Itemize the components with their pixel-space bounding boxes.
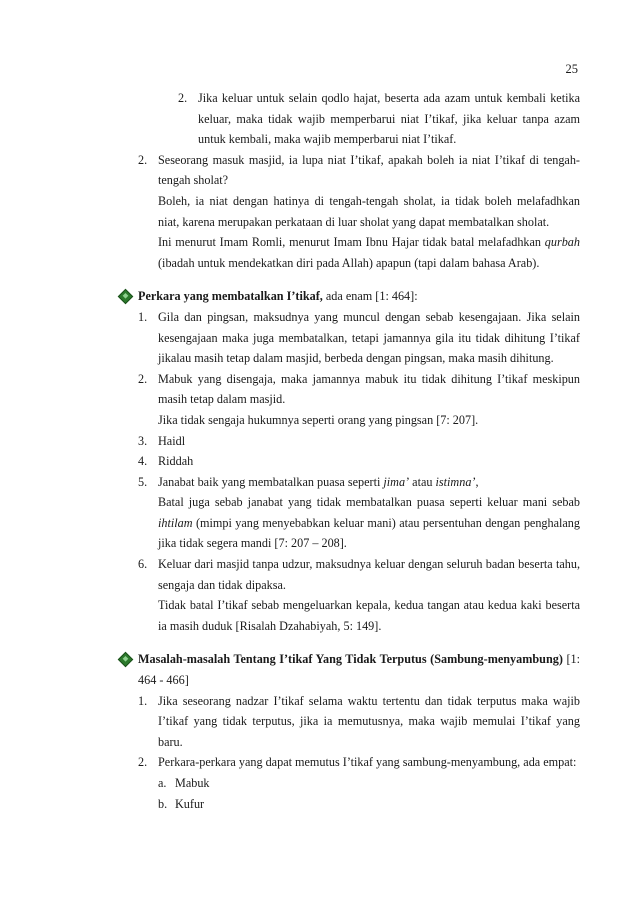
section-title: Masalah-masalah Tentang I’tikaf Yang Tidak Terputus (Sambung-menyambung) [138, 652, 563, 667]
list-item [118, 431, 580, 452]
list-number: 1. [138, 693, 148, 708]
sub-list-item [118, 773, 580, 794]
section-heading [118, 286, 580, 307]
list-item-text: Haidl [158, 433, 186, 448]
answer-text: Boleh, ia niat dengan hatinya di tengah-tengah sholat, ia tidak boleh melafadhkan niat, karena merupakan perkataan di luar sholat yang dapat membatalkan sholat. [158, 193, 580, 229]
list-item [118, 150, 580, 274]
list-item-text: Mabuk yang disengaja, maka jamannya mabuk itu tidak dihitung I’tikaf meskipun masih tetap dalam masjid. [158, 371, 580, 407]
list-number: 3. [138, 433, 148, 448]
list-item-text: Keluar dari masjid tanpa udzur, maksudnya keluar dengan seluruh badan beserta tahu, sengaja dan tidak dipaksa. [158, 557, 580, 592]
list-item [118, 451, 580, 472]
list-item [118, 307, 580, 369]
list-letter: b. [158, 796, 168, 811]
list-letter: a. [158, 776, 167, 790]
list-item-text: Jika seseorang nadzar I’tikaf selama waktu tertentu dan tidak terputus maka wajib I’tikaf yang tidak terputus, jika ia memutusnya, maka wajib memulai I’tikaf yang baru. [158, 693, 580, 749]
list-number: 5. [138, 474, 148, 489]
list-item-note: Jika tidak sengaja hukumnya seperti orang yang pingsan [7: 207]. [158, 412, 479, 427]
list-item [118, 472, 580, 554]
sub-item-text: Kufur [175, 796, 205, 811]
list-number: 2. [138, 371, 148, 386]
diamond-bullet-icon [118, 289, 134, 305]
list-item [118, 691, 580, 753]
italic-term: ihtilam [158, 515, 193, 530]
list-number: 2. [178, 91, 188, 105]
nested-list-item [118, 88, 580, 150]
list-item-text: Gila dan pingsan, maksudnya yang muncul dengan sebab kesengajaan. Jika selain kesengajaan maka juga membatalkan, tetapi jamannya gila itu tidak dihitung I’tikaf jikalau masih tetap dalam masjid, berbeda dengan pingsan, maka masih dihitung. [158, 309, 580, 366]
list-item-text: Jika keluar untuk selain qodlo hajat, beserta ada azam untuk kembali ketika keluar, maka tidak wajib memperbarui niat I’tikaf, jika keluar tanpa azam untuk kembali, maka wajib memperbarui niat I’tikaf. [198, 91, 580, 147]
list-item-note: Batal juga sebab janabat yang tidak membatalkan puasa seperti keluar mani sebab ihtilam (mimpi yang menyebabkan keluar mani) atau persentuhan dengan penghalang jika tidak segera mandi [7: 207 – 208]. [158, 495, 580, 551]
sub-item-text: Mabuk [175, 776, 210, 790]
list-item-text: Riddah [158, 454, 194, 469]
list-number: 4. [138, 454, 148, 469]
list-number: 2. [138, 755, 148, 770]
list-item-text: Janabat baik yang membatalkan puasa seperti jima’ atau istimna’, [158, 474, 479, 489]
list-item [118, 752, 580, 773]
diamond-bullet-icon [118, 652, 134, 668]
section-title-ref: ada enam [1: 464]: [322, 289, 418, 304]
list-number: 6. [138, 557, 148, 572]
list-number: 2. [138, 152, 148, 167]
page-number: 25 [565, 62, 578, 76]
answer-text-2: Ini menurut Imam Romli, menurut Imam Ibnu Hajar tidak batal melafadhkan qurbah (ibadah untuk mendekatkan diri pada Allah) apapun (tapi dalam bahasa Arab). [158, 235, 580, 270]
list-item [118, 554, 580, 636]
list-item-note: Tidak batal I’tikaf sebab mengeluarkan kepala, kedua tangan atau kedua kaki beserta ia masih duduk [Risalah Dzahabiyah, 5: 149]. [158, 598, 580, 633]
page-content [118, 88, 580, 814]
list-item-text: Perkara-perkara yang dapat memutus I’tikaf yang sambung-menyambung, ada empat: [158, 755, 577, 770]
section-title: Perkara yang membatalkan I’tikaf, [138, 289, 323, 304]
sub-list-item [118, 794, 580, 815]
list-item [118, 369, 580, 431]
list-number: 1. [138, 309, 148, 324]
section-heading [118, 649, 580, 690]
italic-term: jima’ [383, 474, 410, 489]
italic-term: istimna’ [435, 474, 476, 489]
italic-term: qurbah [544, 235, 580, 250]
section-title-ref: [1: 464 - 466] [138, 652, 580, 688]
question-text: Seseorang masuk masjid, ia lupa niat I’tikaf, apakah boleh ia niat I’tikaf di tengah-tengah sholat? [158, 152, 580, 188]
